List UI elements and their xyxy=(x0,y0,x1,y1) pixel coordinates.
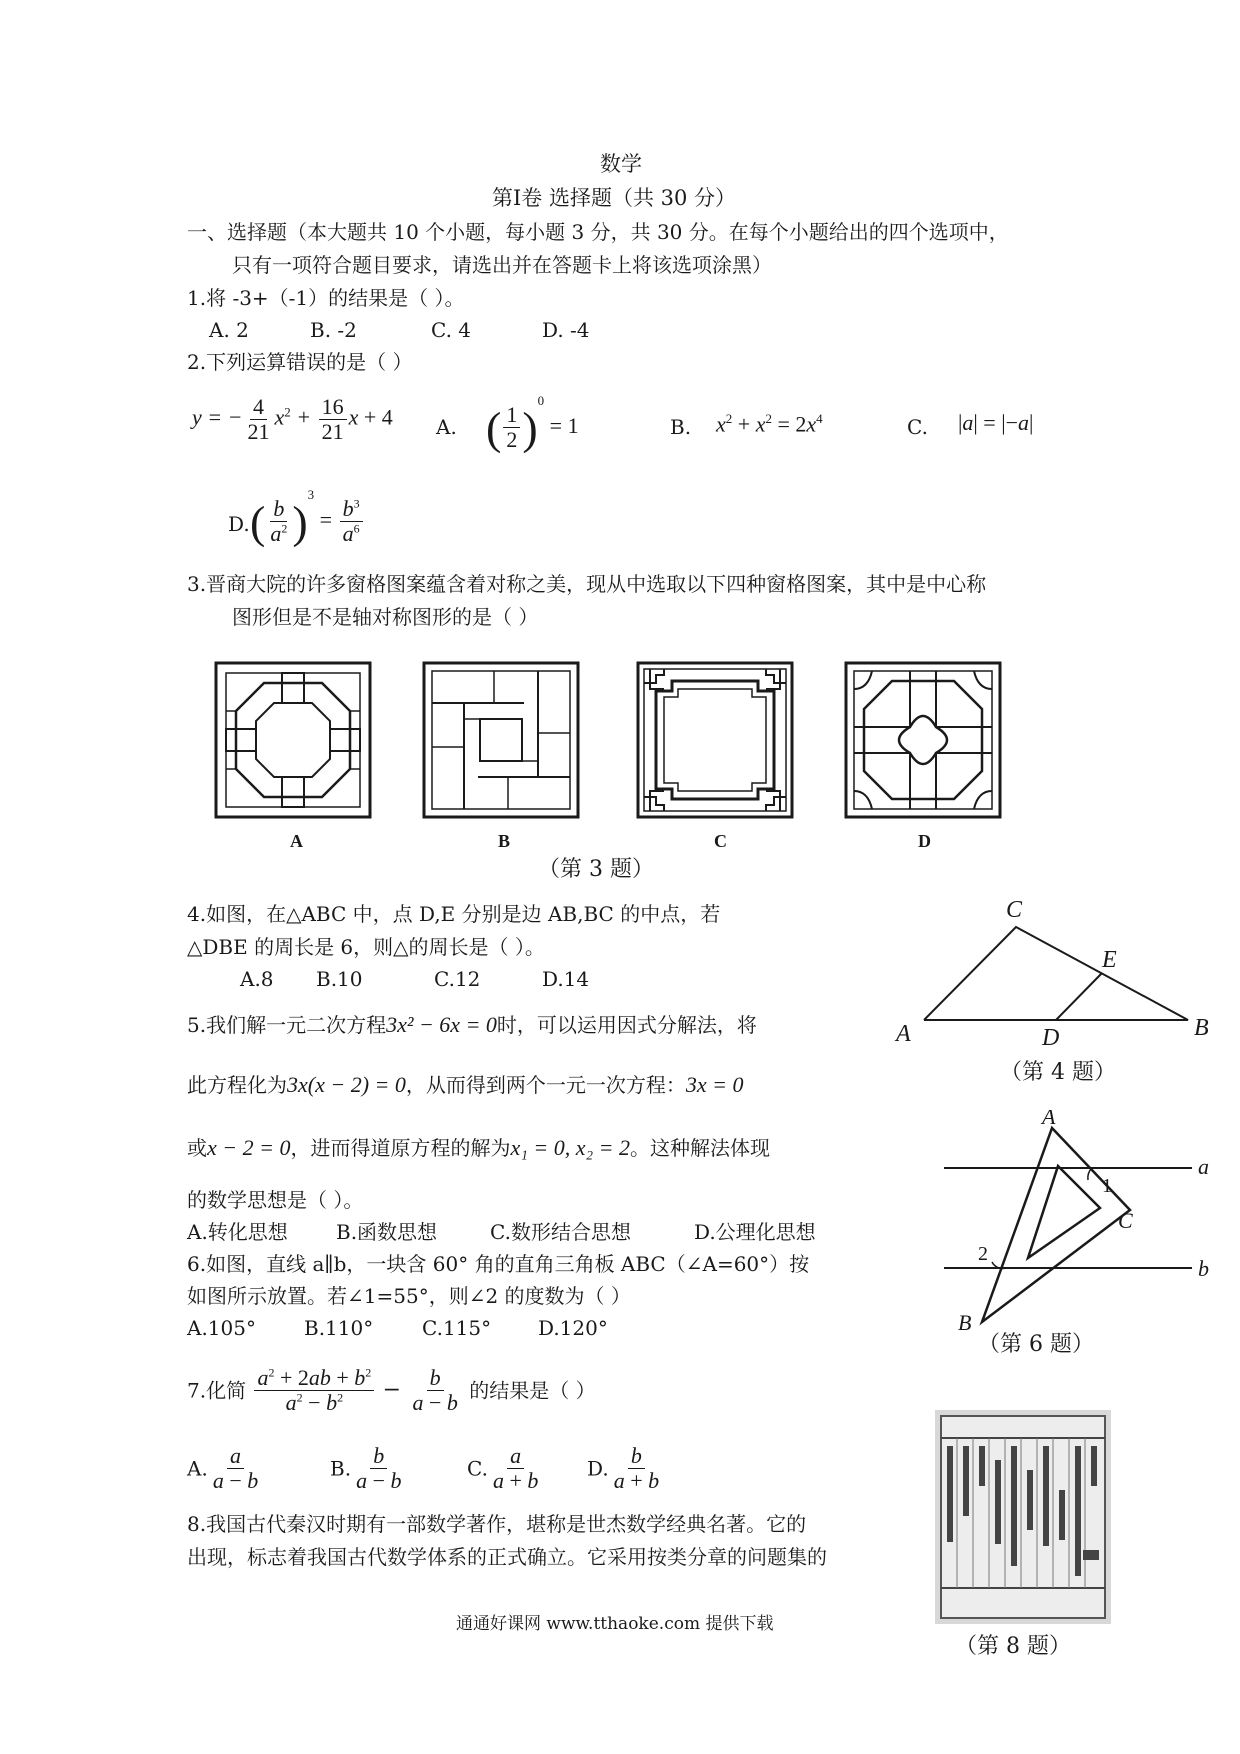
q4-option-d: D.14 xyxy=(542,967,590,991)
fig6-label-line-a: a xyxy=(1198,1154,1209,1179)
q5-equation-2: 3x(x − 2) = 0 xyxy=(287,1072,406,1097)
q4-caption: （第 4 题） xyxy=(1000,1060,1116,1085)
q5-line-3 xyxy=(187,1135,770,1161)
q5-equation-3: 3x = 0 xyxy=(685,1072,744,1097)
tri-label-e: E xyxy=(1102,947,1117,973)
tri-label-b: B xyxy=(1194,1015,1209,1041)
q1-stem: 1.将 -3+（-1）的结果是（ ）。 xyxy=(187,286,465,310)
q5-line-2 xyxy=(187,1072,744,1098)
q2-option-d-label: D. xyxy=(228,512,250,536)
pattern-label-a: A xyxy=(290,831,303,851)
q3-caption: （第 3 题） xyxy=(538,857,654,882)
q6-line-1: 6.如图，直线 a∥b，一块含 60° 角的直角三角板 ABC（∠A=60°）按 xyxy=(187,1252,810,1276)
q2-expression: y = − $\frac{4}{21}$ $x^2$ + $\frac{16}{21}$ x + 4 xyxy=(192,394,393,445)
q7-option-a: A. $\frac{a}{a - b}$ xyxy=(187,1443,259,1494)
pattern-label-c: C xyxy=(714,831,727,851)
q7-option-b-label: B. xyxy=(330,1456,352,1481)
tri-label-d: D xyxy=(1042,1025,1060,1051)
window-patterns-figure xyxy=(180,655,1220,855)
pattern-label-b: B xyxy=(498,831,511,851)
q5-equation-1: 3x² − 6x = 0 xyxy=(386,1012,497,1037)
q5-option-a: A.转化思想 xyxy=(187,1220,288,1244)
fig6-label-line-b: b xyxy=(1198,1256,1209,1281)
fig6-label-angle-2: 2 xyxy=(978,1243,988,1265)
q1-option-c: C. 4 xyxy=(431,318,472,342)
q7-option-b: B. $\frac{b}{a - b}$ xyxy=(330,1443,402,1494)
window-pattern-b xyxy=(424,663,578,817)
q6-caption: （第 6 题） xyxy=(978,1332,1094,1357)
triangle-abc-figure xyxy=(880,895,1220,1055)
q5-line-2-mid: ，从而得到两个一元一次方程： xyxy=(405,1073,686,1097)
q3-line-1: 3.晋商大院的许多窗格图案蕴含着对称之美，现从中选取以下四种窗格图案，其中是中心称 xyxy=(187,572,987,596)
q4-line-1: 4.如图，在△ABC 中，点 D,E 分别是边 AB,BC 的中点，若 xyxy=(187,902,721,926)
q1-option-a: A. 2 xyxy=(209,318,249,342)
q5-line-4: 的数学思想是（ ）。 xyxy=(187,1188,364,1212)
ancient-book-image xyxy=(935,1410,1111,1624)
q2-option-c-expr: |a| = |−a| xyxy=(958,410,1034,435)
q7-stem-pre: 7.化简 xyxy=(187,1378,247,1403)
q7-stem-post: 的结果是（ ） xyxy=(469,1378,596,1403)
q8-line-2: 出现，标志着我国古代数学体系的正式确立。它采用按类分章的问题集的 xyxy=(187,1545,827,1569)
q4-option-c: C.12 xyxy=(434,967,481,991)
q2-option-a-label: A. xyxy=(436,415,457,439)
q4-line-2: △DBE 的周长是 6，则△的周长是（ ）。 xyxy=(187,935,545,959)
window-pattern-c xyxy=(638,663,792,817)
q1-option-d: D. -4 xyxy=(542,318,590,342)
q2-option-b-label: B. xyxy=(670,415,692,439)
q3-line-2: 图形但是不是轴对称图形的是（ ） xyxy=(232,605,539,629)
q2-option-a-expr: ( $\frac{1}{2}$ )$^0$ = 1 xyxy=(486,393,579,454)
q1-option-b: B. -2 xyxy=(310,318,357,342)
q5-line-3-post: 。这种解法体现 xyxy=(630,1136,770,1160)
q7-option-d-label: D. xyxy=(587,1456,609,1481)
q6-option-b: B.110° xyxy=(304,1316,374,1340)
q2-option-c-label: C. xyxy=(907,415,928,439)
q7-option-c-label: C. xyxy=(467,1456,488,1481)
pattern-label-d: D xyxy=(918,831,931,851)
q5-equation-5: x₁ = 0, x₂ = 2 xyxy=(510,1135,630,1160)
q6-option-a: A.105° xyxy=(187,1316,256,1340)
q2-option-b-expr: $x^2 + x^2 = 2x^4$ xyxy=(716,411,823,437)
instructions-line-2: 只有一项符合题目要求，请选出并在答题卡上将该选项涂黑） xyxy=(232,253,772,277)
fig6-label-c: C xyxy=(1118,1208,1133,1233)
q7-option-a-label: A. xyxy=(187,1456,208,1481)
window-pattern-d xyxy=(846,663,1000,817)
q5-line-1-pre: 5.我们解一元二次方程 xyxy=(187,1013,387,1037)
window-pattern-a xyxy=(216,663,370,817)
section-title: 第Ⅰ卷 选择题（共 30 分） xyxy=(492,186,737,210)
tri-label-a: A xyxy=(896,1021,911,1047)
fig6-label-angle-1: 1 xyxy=(1102,1175,1112,1197)
q5-option-d: D.公理化思想 xyxy=(694,1220,816,1244)
q4-option-b: B.10 xyxy=(316,967,363,991)
q2-stem: 2.下列运算错误的是（ ） xyxy=(187,350,413,374)
q7-stem: 7.化简 $\frac{a^2 + 2ab + b^2}{a^2 - b^2}$ − $\frac{b}{a - b}$ 的结果是（ ） xyxy=(187,1365,596,1416)
footer-text: 通通好课网 www.tthaoke.com 提供下载 xyxy=(456,1614,774,1634)
q2-option-d-expr: ( $\frac{b}{a^2}$ )$^3$ = $\frac{b^3}{a^6}$ xyxy=(250,487,365,550)
q5-option-b: B.函数思想 xyxy=(336,1220,438,1244)
q5-equation-4: x − 2 = 0 xyxy=(207,1135,291,1160)
tri-label-c: C xyxy=(1006,897,1023,923)
q5-line-1 xyxy=(187,1012,757,1038)
q5-line-3-pre: 或 xyxy=(187,1136,207,1160)
parallel-lines-triangle-figure xyxy=(930,1110,1230,1340)
q6-option-c: C.115° xyxy=(422,1316,492,1340)
q6-option-d: D.120° xyxy=(538,1316,608,1340)
q8-line-1: 8.我国古代秦汉时期有一部数学著作，堪称是世杰数学经典名著。它的 xyxy=(187,1512,807,1536)
instructions-line-1: 一、选择题（本大题共 10 个小题，每小题 3 分，共 30 分。在每个小题给出的四个选项中， xyxy=(187,220,1009,244)
q5-line-1-post: 时，可以运用因式分解法，将 xyxy=(496,1013,757,1037)
q5-line-3-mid: ，进而得道原方程的解为 xyxy=(290,1136,511,1160)
q8-caption: （第 8 题） xyxy=(955,1634,1071,1659)
q5-option-c: C.数形结合思想 xyxy=(490,1220,631,1244)
q6-line-2: 如图所示放置。若∠1=55°，则∠2 的度数为（ ） xyxy=(187,1284,631,1308)
q4-option-a: A.8 xyxy=(240,967,274,991)
q5-line-2-pre: 此方程化为 xyxy=(187,1073,287,1097)
fig6-label-b: B xyxy=(958,1310,972,1335)
fig6-label-a: A xyxy=(1042,1110,1056,1129)
q7-option-c: C. $\frac{a}{a + b}$ xyxy=(467,1443,539,1494)
q7-option-d: D. $\frac{b}{a + b}$ xyxy=(587,1443,660,1494)
page-title: 数学 xyxy=(600,152,642,176)
